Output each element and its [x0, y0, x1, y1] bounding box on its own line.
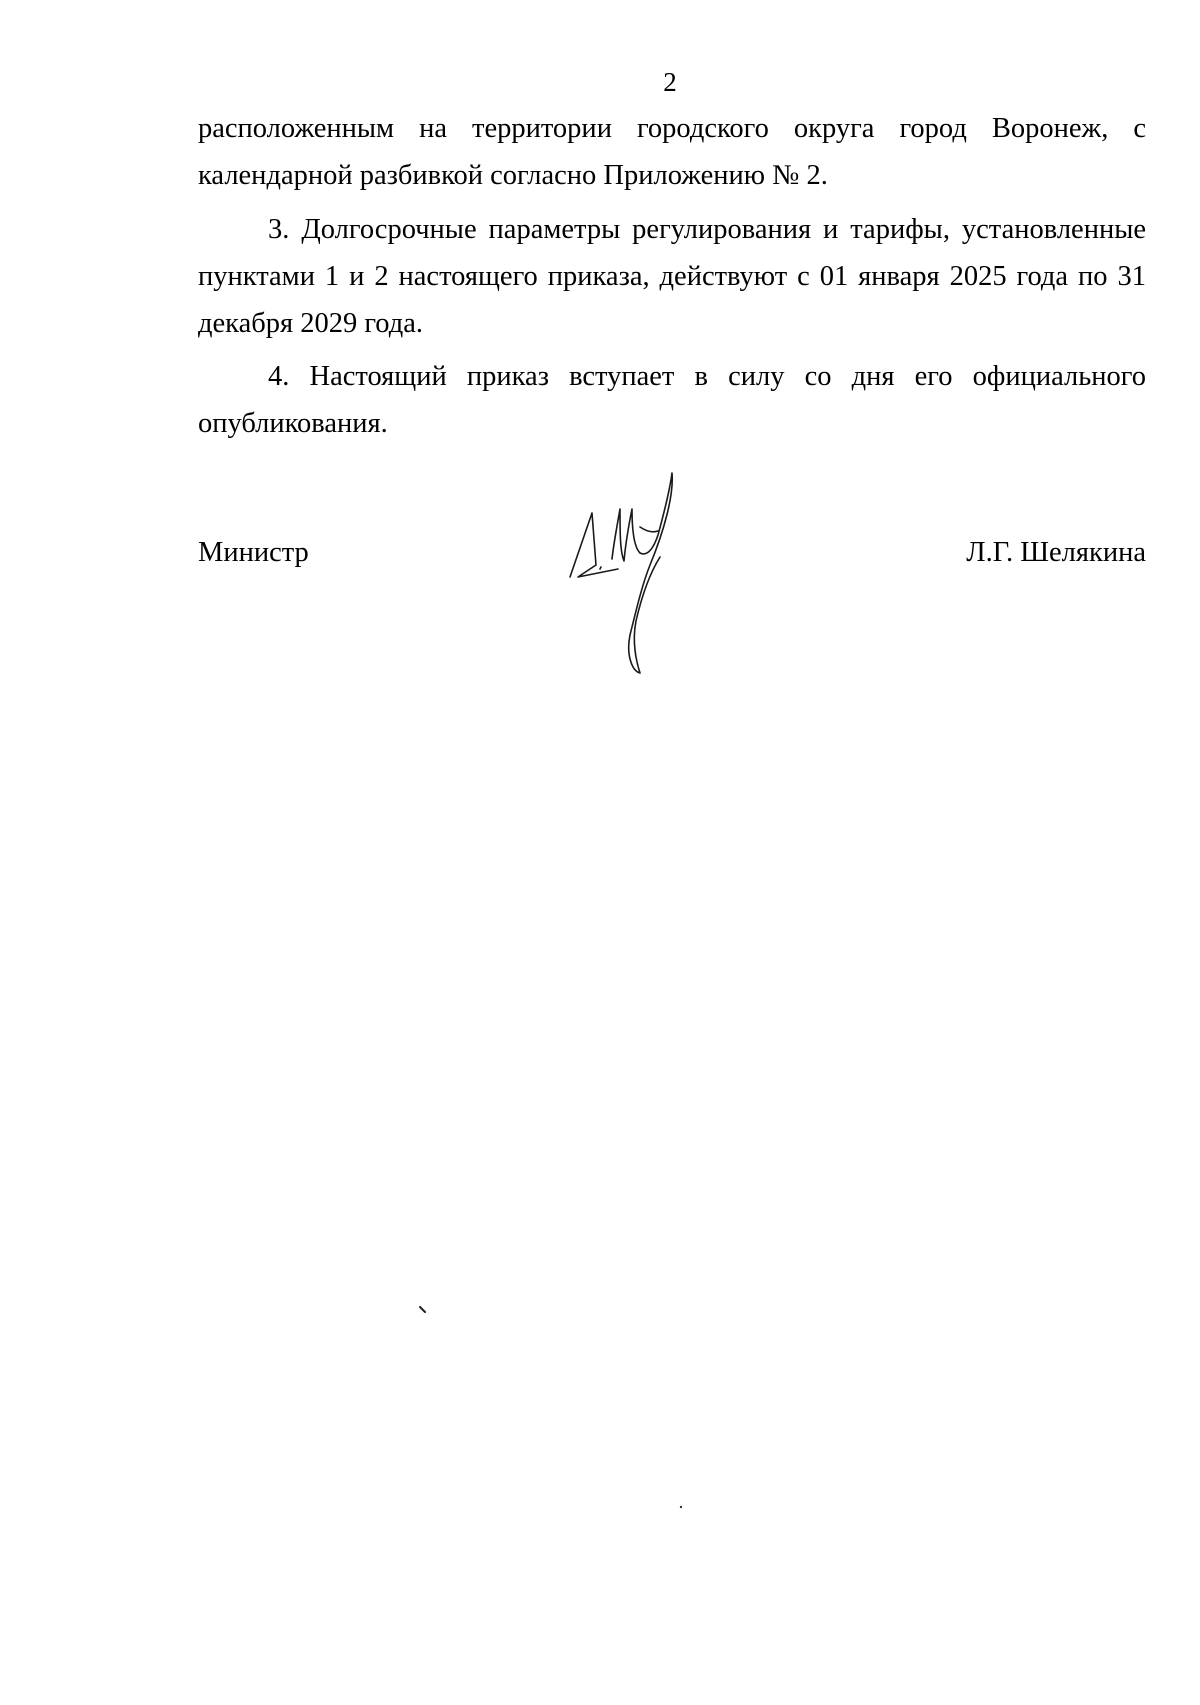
- handwritten-signature: [560, 465, 710, 680]
- paragraph-continuation: расположенным на территории городского округа город Воронеж, с календарной разбивкой согласно Приложению № 2.: [198, 113, 1146, 191]
- page-number: 2: [663, 67, 677, 97]
- scan-speck: [419, 1306, 427, 1314]
- signer-name: Л.Г. Шелякина: [966, 537, 1146, 568]
- scan-speck: [679, 1505, 683, 1509]
- paragraph-item-3: 3. Долгосрочные параметры регулирования и тарифы, установленные пунктами 1 и 2 настоящего приказа, действуют с 01 января 2025 года по 31 декабря 2029 года.: [198, 214, 1146, 339]
- position-title: Министр: [198, 537, 309, 568]
- paragraph-item-4: 4. Настоящий приказ вступает в силу со дня его официального опубликования.: [198, 361, 1146, 439]
